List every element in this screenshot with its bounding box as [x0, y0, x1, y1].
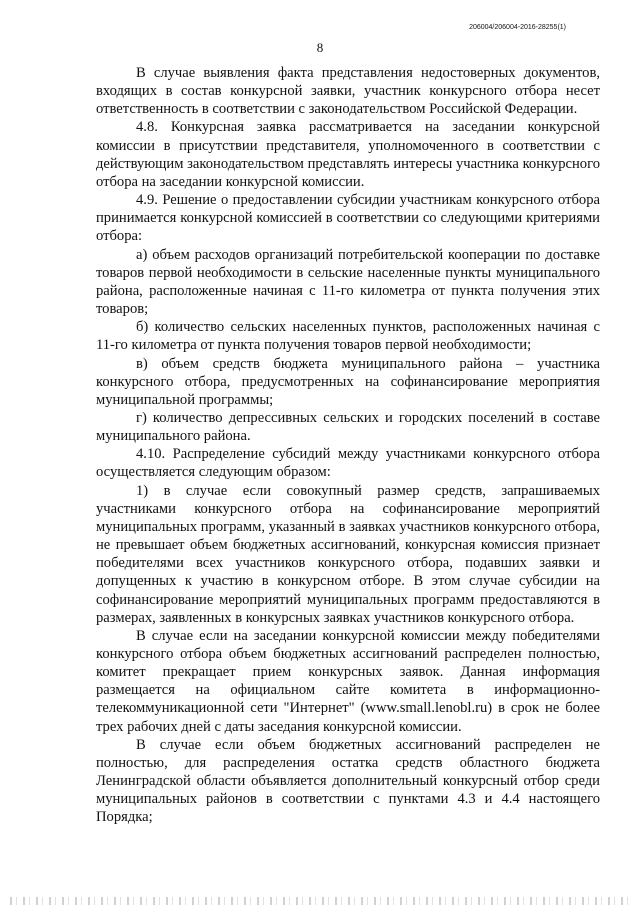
scan-edge-noise: [10, 897, 630, 905]
page-number: 8: [316, 40, 324, 55]
document-id: 206004/206004-2016-28255(1): [469, 24, 566, 31]
item-1: 1) в случае если совокупный размер средств, запрашиваемых участниками конкурсного отбора на софинансирование мероприятий муниципальных программ, указанный в заявках участников конкурсного отбора, не превышает объем бюджетных ассигнований, конкурсная комиссия признает победителями всех участников конкурсного отбора, подавших заявки и допущенных к участию в конкурсном отборе. В этом случае субсидии на софинансирование мероприятий муниципальных программ предоставляются в размерах, заявленных в конкурсных заявках участников конкурсного отбора.: [96, 482, 600, 626]
paragraph-partial-distribution: В случае если объем бюджетных ассигнований распределен не полностью, для распределения остатка средств областного бюджета Ленинградской области объявляется дополнительный конкурсный отбор среди муниципальных районов в соответствии с пунктами 4.3 и 4.4 настоящего Порядка;: [96, 736, 600, 826]
criterion-b: б) количество сельских населенных пунктов, расположенных начиная с 11-го километра от пункта получения товаров первой необходимости;: [96, 319, 600, 354]
paragraph-full-distribution: В случае если на заседании конкурсной комиссии между победителями конкурсного отбора объем бюджетных ассигнований распределен полностью, комитет прекращает прием конкурсных заявок. Данная информация размещается на официальном сайте комитета в информационно-телекоммуникационной сети "Интернет" (www.small.lenobl.ru) в срок не более трех рабочих дней с даты заседания конкурсной комиссии.: [96, 627, 600, 735]
criterion-a: а) объем расходов организаций потребительской кооперации по доставке товаров первой необходимости в сельские населенные пункты муниципального района, расположенные начиная с 11-го километра от пункта получения этих товаров;: [96, 246, 600, 318]
criterion-g: г) количество депрессивных сельских и городских поселений в составе муниципального района.: [96, 409, 600, 445]
paragraph-false-documents: В случае выявления факта представления недостоверных документов, входящих в состав конкурсной заявки, участник конкурсного отбора несет ответственность в соответствии с законодательством Российской Федерации.: [96, 65, 600, 118]
paragraph-4-8: 4.8. Конкурсная заявка рассматривается на заседании конкурсной комиссии в присутствии представителя, уполномоченного в соответствии с действующим законодательством представлять интересы участника конкурсного отбора на заседании конкурсной комиссии.: [96, 119, 600, 190]
document-body: [96, 64, 600, 827]
paragraph-4-10: 4.10. Распределение субсидий между участниками конкурсного отбора осуществляется следующим образом:: [96, 446, 600, 481]
criterion-v: в) объем средств бюджета муниципального района – участника конкурсного отбора, предусмотренных на софинансирование мероприятия муниципальной программы;: [96, 355, 600, 408]
paragraph-4-9: 4.9. Решение о предоставлении субсидии участникам конкурсного отбора принимается конкурсной комиссией в соответствии со следующими критериями отбора:: [96, 192, 600, 245]
